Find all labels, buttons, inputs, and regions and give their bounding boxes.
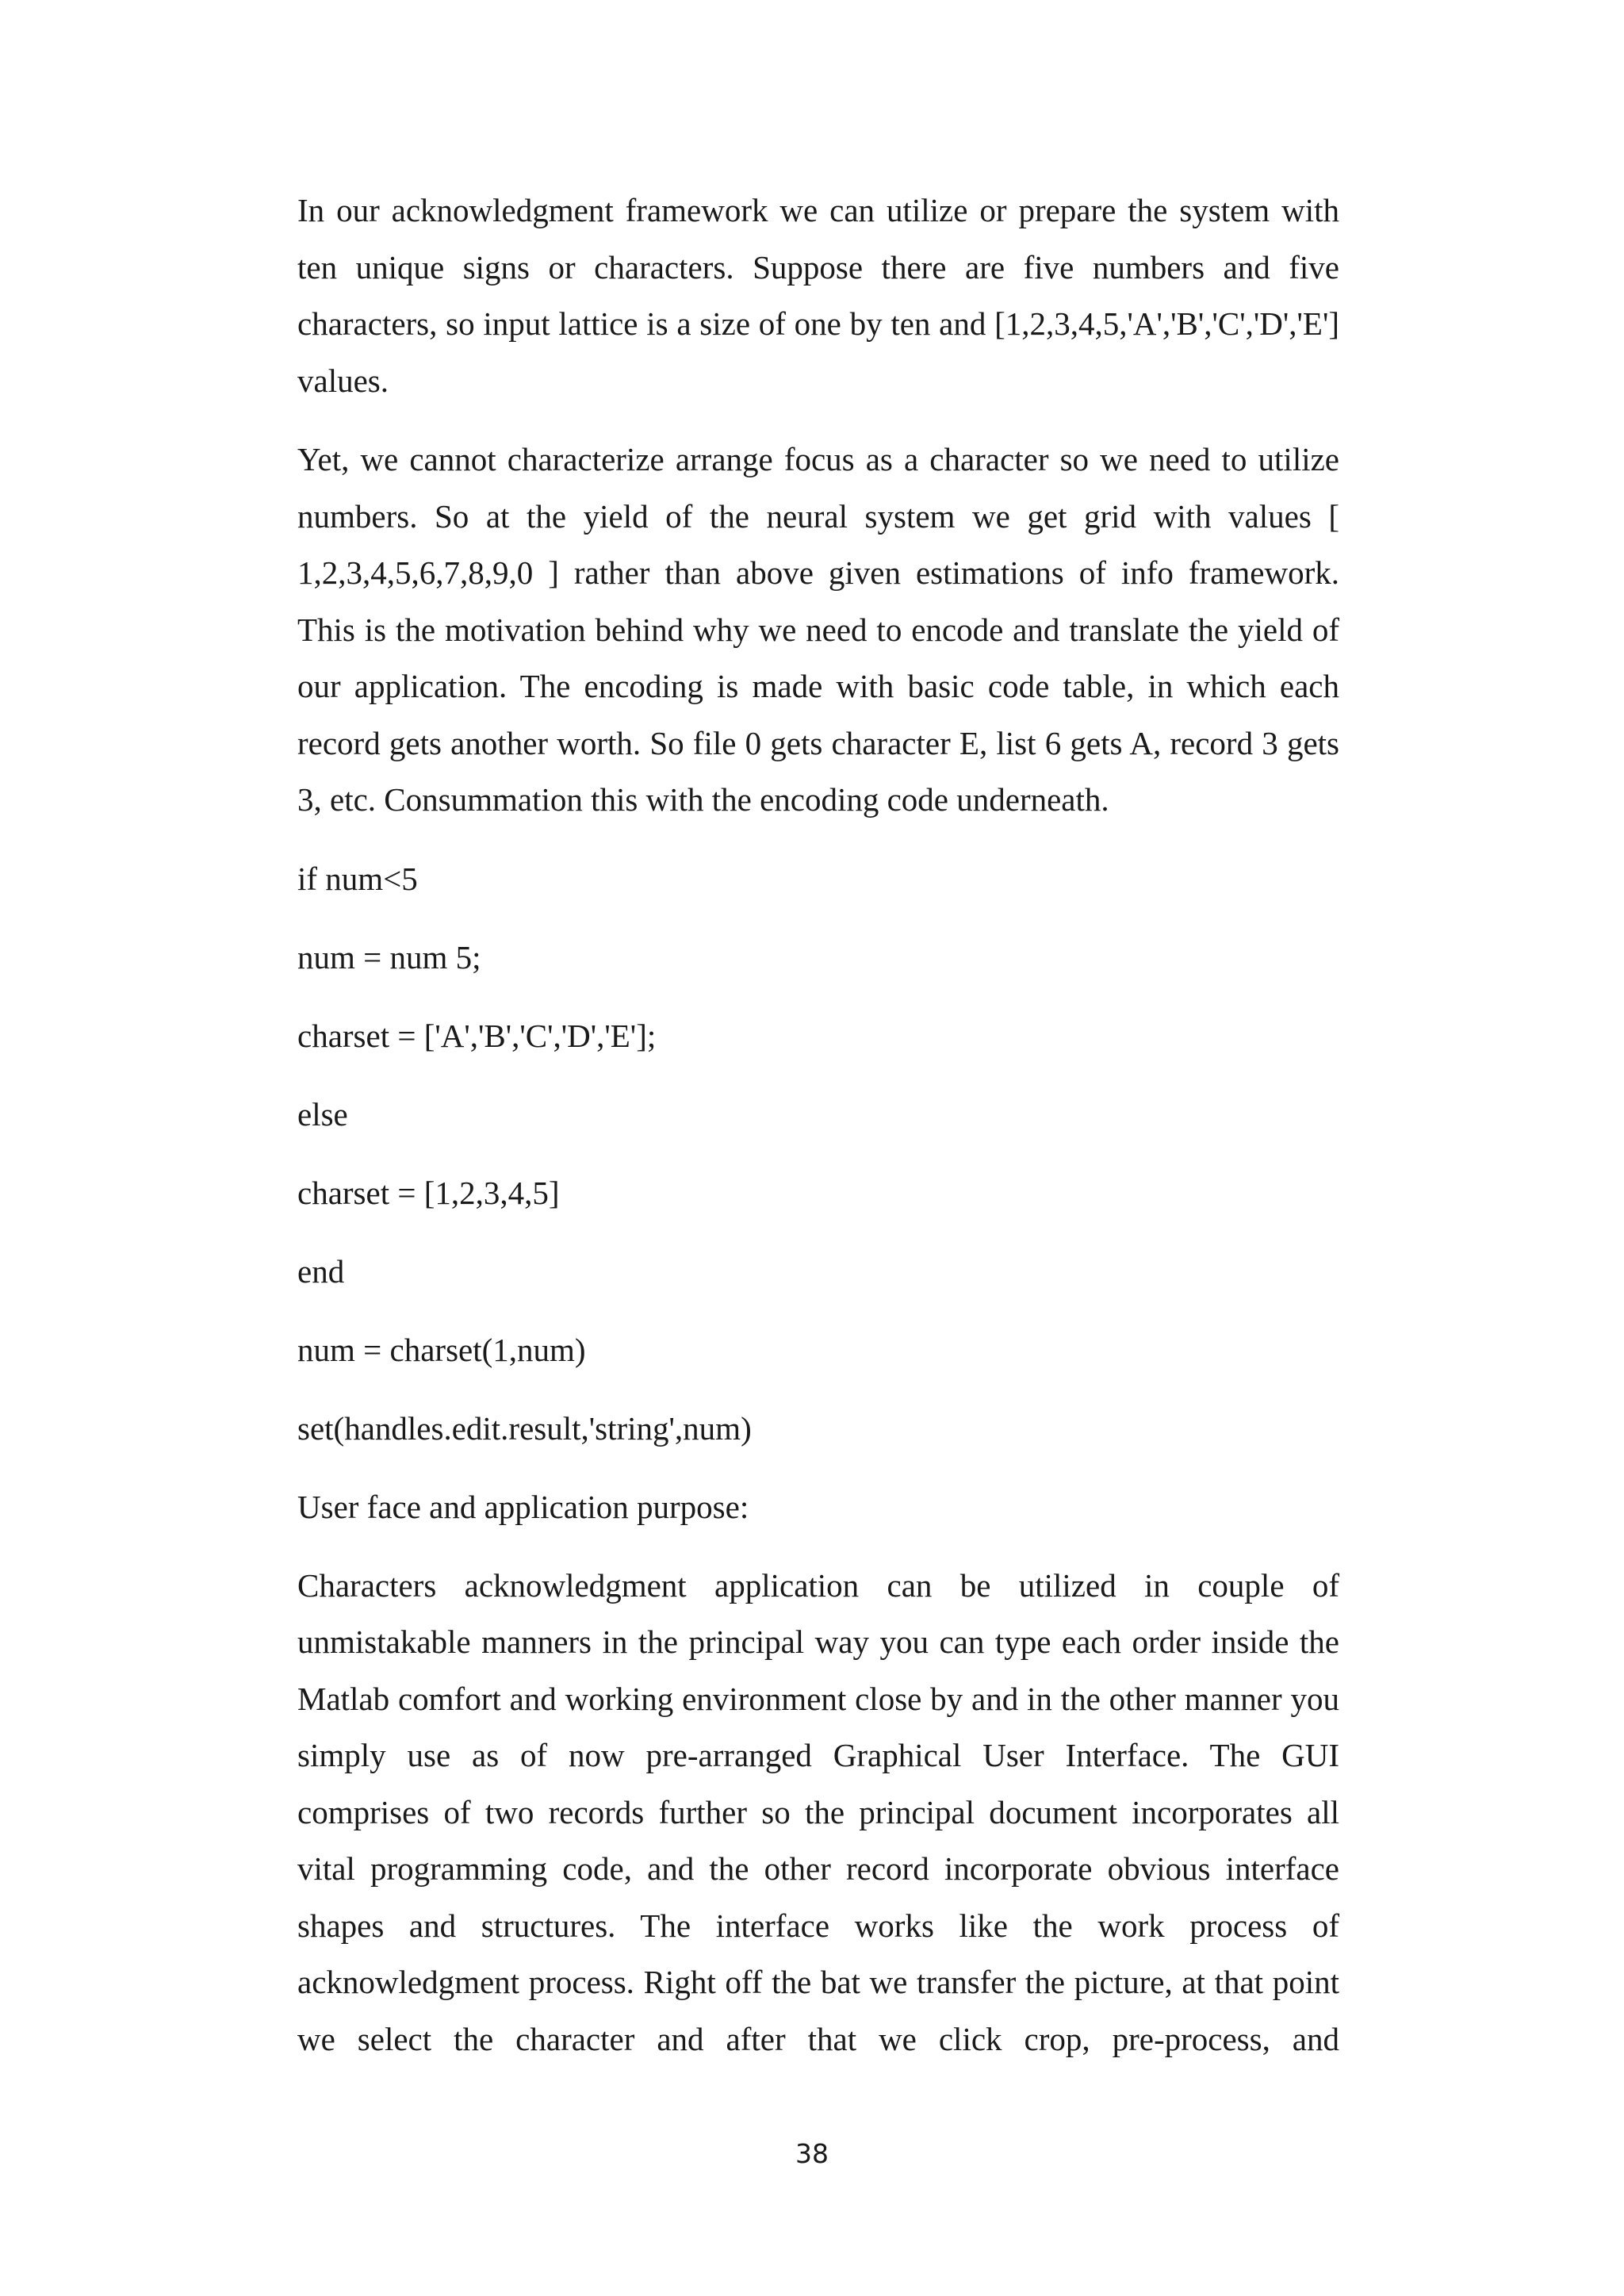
code-line: charset = [1,2,3,4,5] (297, 1174, 560, 1211)
paragraph-encoding: Yet, we cannot characterize arrange focus as a character so we need to utilize numbers. So at the yield of the neural system we get grid with values [ 1,2,3,4,5,6,7,8,9,0 ] rather than above given estimations of info framework. This is the motivation behind why we need to encode and translate the yield of our application. The encoding is made with basic code table, in which each record gets another worth. So file 0 gets character E, list 6 gets A, record 3 gets 3, etc. Consummation this with the encoding code underneath. (297, 441, 1339, 818)
section-heading: User face and application purpose: (297, 1488, 749, 1525)
code-line: num = charset(1,num) (297, 1331, 586, 1368)
code-line: end (297, 1252, 345, 1290)
code-line: num = num 5; (297, 938, 481, 976)
page-body (297, 182, 1339, 2068)
paragraph-intro: In our acknowledgment framework we can utilize or prepare the system with ten unique signs or characters. Suppose there are five numbers and five characters, so input lattice is a size of one by ten and [1,2,3,4,5,'A','B','C','D','E'] values. (297, 192, 1339, 399)
code-block (297, 851, 1339, 1479)
paragraph-gui: Characters acknowledgment application can be utilized in couple of unmistakable manners in the principal way you can type each order inside the Matlab comfort and working environment close by and in the other manner you simply use as of now pre-arranged Graphical User Interface. The GUI comprises of two records further so the principal document incorporates all vital programming code, and the other record incorporate obvious interface shapes and structures. The interface works like the work process of acknowledgment process. Right off the bat we transfer the picture, at that point we select the character and after that we click crop, pre-process, and (297, 1566, 1339, 2057)
code-line: charset = ['A','B','C','D','E']; (297, 1017, 657, 1054)
code-line: set(handles.edit.result,'string',num) (297, 1409, 752, 1447)
page-number: 38 (795, 2138, 829, 2169)
code-line: if num<5 (297, 860, 418, 897)
code-line: else (297, 1095, 348, 1133)
